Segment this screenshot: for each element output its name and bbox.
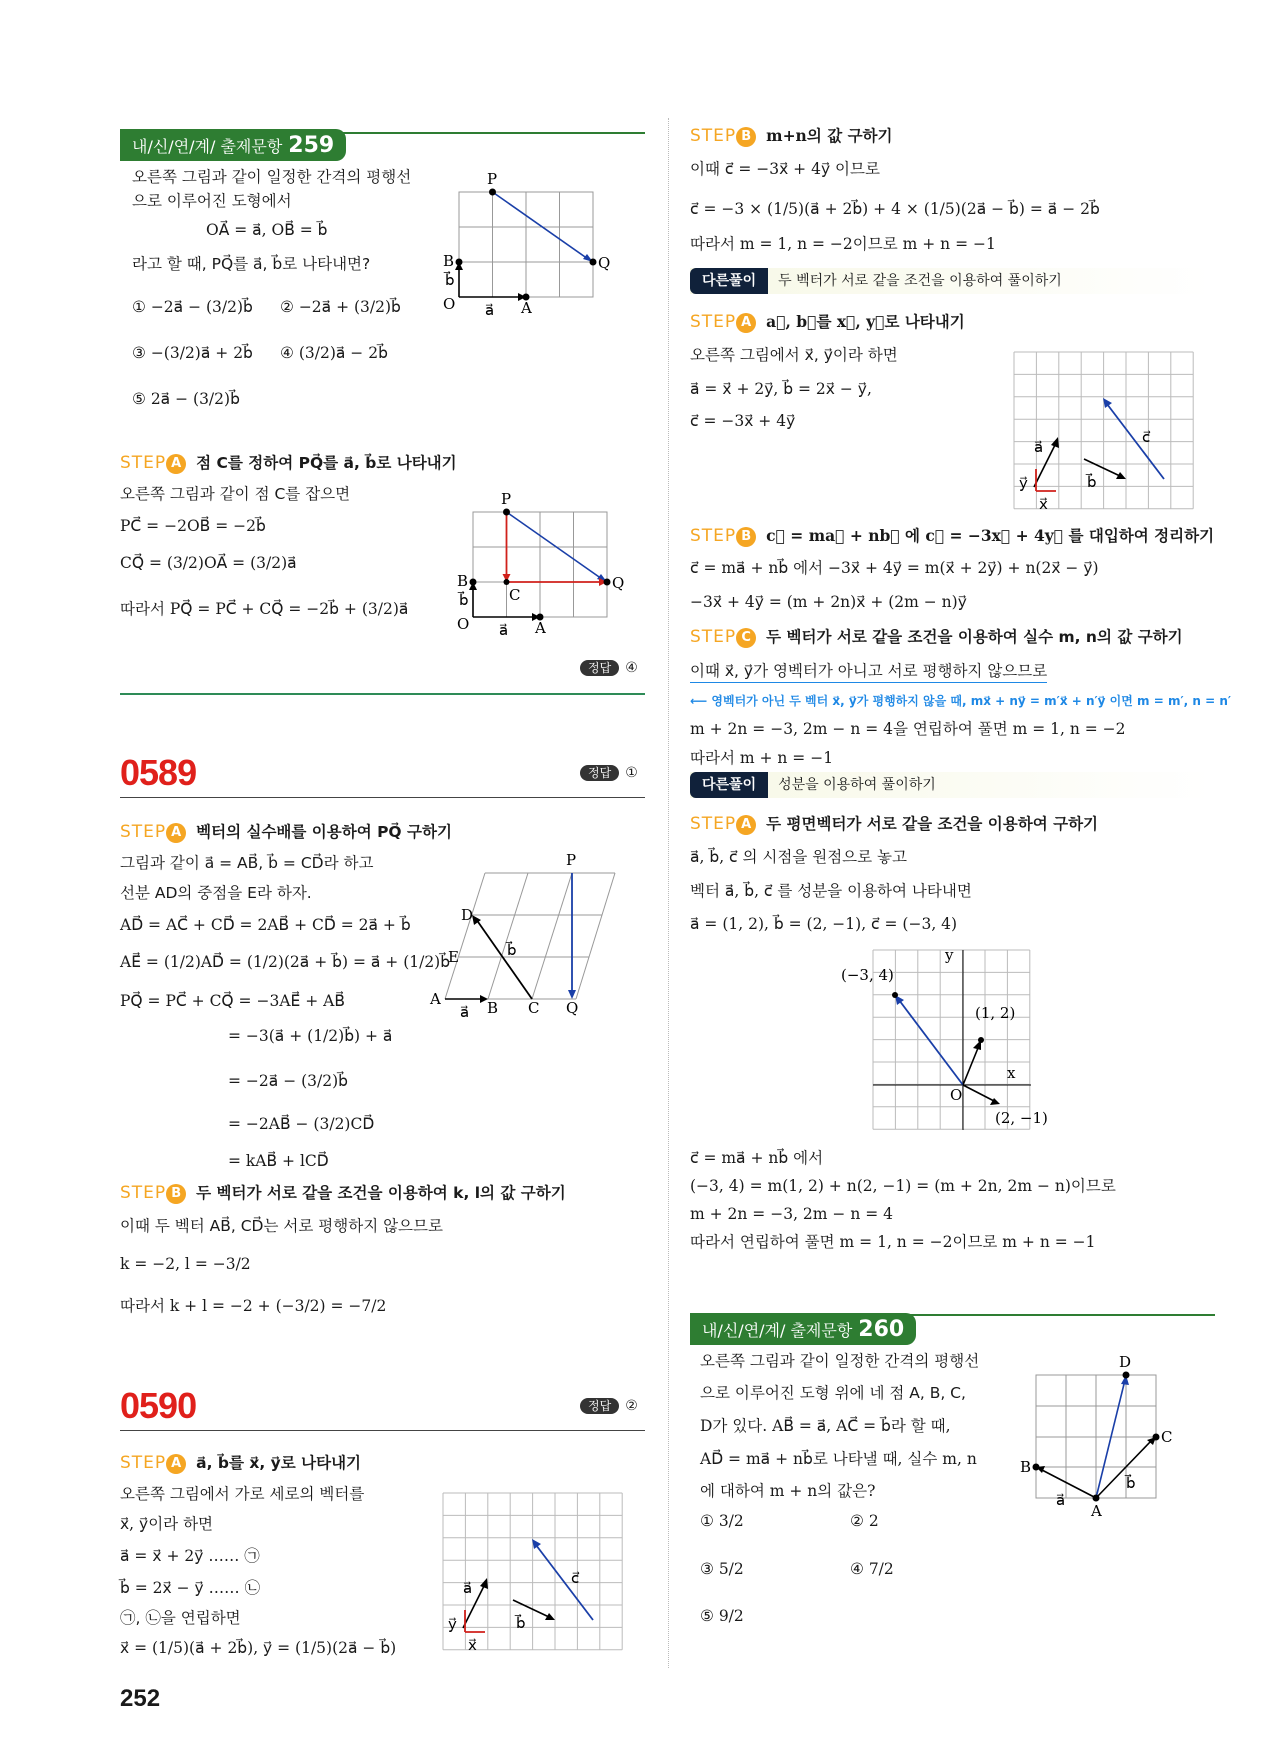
- answer-badge: 정답 ②: [580, 1397, 638, 1414]
- solution-line: m + 2n = −3, 2m − n = 4을 연립하여 풀면 m = 1, n = −2: [690, 720, 1126, 738]
- choice-4[interactable]: ④ 7/2: [850, 1560, 894, 1578]
- answer-badge: 정답 ④: [580, 659, 638, 676]
- solution-line: 이때 c⃗ = −3x⃗ + 4y⃗ 이므로: [690, 160, 880, 178]
- problem-text: 으로 이루어진 도형 위에 네 점 A, B, C,: [700, 1384, 966, 1402]
- question-rule: [120, 1430, 645, 1431]
- label-a: A: [430, 990, 441, 1008]
- point-label: (1, 2): [975, 1004, 1016, 1022]
- problem-text: AD⃗ = ma⃗ + nb⃗로 나타낼 때, 실수 m, n: [700, 1450, 977, 1468]
- label-a: A: [1091, 1502, 1102, 1520]
- parallelogram-figure: [430, 851, 615, 1021]
- solution-line: 그림과 같이 a⃗ = AB⃗, b⃗ = CD⃗라 하고: [120, 854, 374, 872]
- problem-question: 라고 할 때, PQ⃗를 a⃗, b⃗로 나타내면?: [132, 255, 371, 273]
- choice-1[interactable]: ① 3/2: [700, 1512, 744, 1530]
- solution-line: = −2AB⃗ − (3/2)CD⃗: [228, 1115, 375, 1133]
- label-vec-b: b⃗: [1087, 473, 1097, 491]
- solution-line: = −3(a⃗ + (1/2)b⃗) + a⃗: [228, 1027, 393, 1045]
- box-label: 내/신/연/계/ 출제문항: [702, 1321, 853, 1340]
- choice-3[interactable]: ③ 5/2: [700, 1560, 744, 1578]
- solution-line: a⃗ = (1, 2), b⃗ = (2, −1), c⃗ = (−3, 4): [690, 915, 958, 933]
- solution-line: a⃗, b⃗, c⃗ 의 시점을 원점으로 놓고: [690, 848, 908, 866]
- step-a-heading: STEP A 벡터의 실수배를 이용하여 PQ⃗ 구하기: [120, 822, 452, 842]
- label-d: D: [1119, 1353, 1132, 1371]
- label-b: B: [443, 252, 455, 270]
- step-b-heading: STEP B c⃗ = ma⃗ + nb⃗ 에 c⃗ = −3x⃗ + 4y⃗ 를 대입하여 정리하기: [690, 526, 1215, 546]
- label-vec-x: x⃗: [1039, 495, 1048, 513]
- problem-text: 오른쪽 그림과 같이 일정한 간격의 평행선: [132, 168, 412, 186]
- solution-line: c⃗ = ma⃗ + nb⃗ 에서: [690, 1149, 824, 1167]
- label-p: P: [566, 851, 577, 869]
- solution-line: 오른쪽 그림에서 x⃗, y⃗이라 하면: [690, 346, 898, 364]
- solution-line: AD⃗ = AC⃗ + CD⃗ = 2AB⃗ + CD⃗ = 2a⃗ + b⃗: [120, 916, 411, 934]
- step-a-heading: STEP A a⃗, b⃗를 x⃗, y⃗로 나타내기: [120, 1453, 362, 1473]
- box-number: 259: [288, 133, 335, 158]
- label-c: C: [509, 586, 521, 604]
- choice-5[interactable]: ⑤ 2a⃗ − (3/2)b⃗: [132, 390, 240, 408]
- solution-line: = −2a⃗ − (3/2)b⃗: [228, 1072, 348, 1090]
- solution-line: c⃗ = −3x⃗ + 4y⃗: [690, 412, 796, 430]
- solution-line: 선분 AD의 중점을 E라 하자.: [120, 884, 312, 902]
- label-b: B: [487, 999, 499, 1017]
- choice-3[interactable]: ③ −(3/2)a⃗ + 2b⃗: [132, 344, 253, 362]
- label-p: P: [501, 490, 512, 508]
- label-vec-a: a⃗: [1034, 438, 1044, 456]
- solution-line: CQ⃗ = (3/2)OA⃗ = (3/2)a⃗: [120, 554, 297, 572]
- solution-line: b⃗ = 2x⃗ − y⃗ …… ㉡: [120, 1579, 261, 1597]
- solution-line: 따라서 PQ⃗ = PC⃗ + CQ⃗ = −2b⃗ + (3/2)a⃗: [120, 600, 409, 618]
- vector-pq: [493, 192, 589, 259]
- label-vec-b: b⃗: [445, 271, 455, 289]
- label-o: O: [443, 295, 456, 313]
- label-d: D: [461, 906, 474, 924]
- solution-line: PQ⃗ = PC⃗ + CQ⃗ = −3AE⃗ + AB⃗: [120, 992, 345, 1010]
- step-a-heading: STEP A a⃗, b⃗를 x⃗, y⃗로 나타내기: [690, 312, 965, 332]
- solution-line: a⃗ = x⃗ + 2y⃗, b⃗ = 2x⃗ − y⃗,: [690, 380, 872, 398]
- choice-5[interactable]: ⑤ 9/2: [700, 1607, 744, 1625]
- solution-line: x⃗, y⃗이라 하면: [120, 1515, 214, 1533]
- solution-line: 따라서 연립하여 풀면 m = 1, n = −2이므로 m + n = −1: [690, 1233, 1096, 1251]
- solution-line: −3x⃗ + 4y⃗ = (m + 2n)x⃗ + (2m − n)y⃗: [690, 593, 967, 611]
- label-e: E: [448, 948, 459, 966]
- step-b-heading: STEP B 두 벡터가 서로 같을 조건을 이용하여 k, l의 값 구하기: [120, 1183, 566, 1203]
- label-q: Q: [612, 574, 625, 592]
- solution-line: x⃗ = (1/5)(a⃗ + 2b⃗), y⃗ = (1/5)(2a⃗ − b⃗): [120, 1639, 397, 1657]
- grid-figure-0590[interactable]: [443, 1493, 623, 1653]
- point-label: (−3, 4): [841, 966, 894, 984]
- label-p: P: [487, 170, 498, 188]
- solution-line: 따라서 m + n = −1: [690, 749, 834, 767]
- label-a: A: [521, 299, 532, 317]
- problem-equation: OA⃗ = a⃗, OB⃗ = b⃗: [206, 221, 328, 239]
- solution-line: 오른쪽 그림과 같이 점 C를 잡으면: [120, 485, 351, 503]
- label-vec-c: c⃗: [571, 1569, 580, 1587]
- solution-line-underlined: 이때 x⃗, y⃗가 영벡터가 아니고 서로 평행하지 않으므로: [690, 660, 1047, 683]
- solution-line: m + 2n = −3, 2m − n = 4: [690, 1205, 894, 1223]
- column-divider: [668, 118, 669, 1668]
- question-number: 0590: [120, 1385, 197, 1426]
- side-note: ⟵ 영벡터가 아닌 두 벡터 x⃗, y⃗가 평행하지 않을 때, mx⃗ + ny⃗ = m′x⃗ + n′y⃗ 이면 m = m′, n = n′: [690, 694, 1232, 708]
- axis-y-label: y: [945, 946, 954, 964]
- label-vec-c: c⃗: [1142, 428, 1151, 446]
- box-259-header: [120, 129, 346, 161]
- choice-4[interactable]: ④ (3/2)a⃗ − 2b⃗: [280, 344, 388, 362]
- box-260-header: [690, 1313, 916, 1345]
- label-vec-b: b⃗: [516, 1614, 526, 1632]
- label-a: A: [535, 619, 546, 637]
- solution-line: c⃗ = −3 × (1/5)(a⃗ + 2b⃗) + 4 × (1/5)(2a⃗ − b⃗) = a⃗ − 2b⃗: [690, 200, 1100, 218]
- grid-figure-260: [1020, 1353, 1173, 1520]
- box-rule: [340, 132, 645, 134]
- question-number: 0589: [120, 752, 197, 793]
- solution-line: (−3, 4) = m(1, 2) + n(2, −1) = (m + 2n, 2m − n)이므로: [690, 1177, 1116, 1195]
- box-rule: [910, 1314, 1215, 1316]
- label-c: C: [528, 999, 540, 1017]
- solution-line: 오른쪽 그림에서 가로 세로의 벡터를: [120, 1485, 365, 1503]
- label-q: Q: [566, 999, 579, 1017]
- alt-solution-banner: 다른풀이 두 벡터가 서로 같을 조건을 이용하여 풀이하기: [690, 268, 1210, 294]
- origin-label: O: [950, 1086, 963, 1104]
- axis-x-label: x: [1007, 1064, 1016, 1082]
- box-label: 내/신/연/계/ 출제문항: [132, 137, 283, 156]
- step-b-heading: STEP B m+n의 값 구하기: [690, 126, 893, 146]
- solution-line: 벡터 a⃗, b⃗, c⃗ 를 성분을 이용하여 나타내면: [690, 882, 972, 900]
- label-vec-a: a⃗: [463, 1579, 473, 1597]
- problem-question: 에 대하여 m + n의 값은?: [700, 1482, 876, 1500]
- grid-figure-right: [1014, 352, 1194, 512]
- label-b: B: [457, 572, 469, 590]
- label-vec-a: a⃗: [485, 301, 495, 319]
- grid-figure-259-solution: [457, 490, 625, 639]
- solution-line: c⃗ = ma⃗ + nb⃗ 에서 −3x⃗ + 4y⃗ = m(x⃗ + 2y⃗) + n(2x⃗ − y⃗): [690, 559, 1099, 577]
- step-a-heading: STEP A 점 C를 정하여 PQ⃗를 a⃗, b⃗로 나타내기: [120, 453, 457, 473]
- problem-text: D가 있다. AB⃗ = a⃗, AC⃗ = b⃗라 할 때,: [700, 1417, 951, 1435]
- step-c-heading: STEP C 두 벡터가 서로 같을 조건을 이용하여 실수 m, n의 값 구하기: [690, 627, 1183, 647]
- solution-line: ㉠, ㉡을 연립하면: [120, 1609, 241, 1627]
- label-o: O: [457, 615, 470, 633]
- label-b: B: [1020, 1458, 1032, 1476]
- choice-2[interactable]: ② 2: [850, 1512, 879, 1530]
- problem-text: 으로 이루어진 도형에서: [132, 192, 292, 210]
- label-vec-a: a⃗: [1056, 1491, 1066, 1509]
- label-q: Q: [598, 254, 611, 272]
- solution-line: 따라서 k + l = −2 + (−3/2) = −7/2: [120, 1297, 387, 1315]
- label-vec-b: b⃗: [1126, 1474, 1136, 1492]
- label-vec-x: x⃗: [468, 1636, 477, 1654]
- solution-line: AE⃗ = (1/2)AD⃗ = (1/2)(2a⃗ + b⃗) = a⃗ + (1/2)b⃗: [120, 953, 451, 971]
- choice-1[interactable]: ① −2a⃗ − (3/2)b⃗: [132, 298, 253, 316]
- box-number: 260: [858, 1317, 905, 1342]
- page-number: 252: [120, 1685, 161, 1712]
- label-vec-y: y⃗: [1019, 474, 1028, 492]
- label-vec-b: b⃗: [507, 941, 517, 959]
- solution-line: a⃗ = x⃗ + 2y⃗ …… ㉠: [120, 1547, 260, 1565]
- answer-badge: 정답 ①: [580, 764, 638, 781]
- choice-2[interactable]: ② −2a⃗ + (3/2)b⃗: [280, 298, 401, 316]
- label-c: C: [1161, 1428, 1173, 1446]
- label-vec-a: a⃗: [499, 621, 509, 639]
- label-vec-y: y⃗: [448, 1615, 457, 1633]
- step-a-heading: STEP A 두 평면벡터가 서로 같을 조건을 이용하여 구하기: [690, 814, 1099, 834]
- solution-line: 이때 두 벡터 AB⃗, CD⃗는 서로 평행하지 않으므로: [120, 1217, 443, 1235]
- problem-text: 오른쪽 그림과 같이 일정한 간격의 평행선: [700, 1352, 980, 1370]
- label-vec-a: a⃗: [460, 1003, 470, 1021]
- solution-line: 따라서 m = 1, n = −2이므로 m + n = −1: [690, 235, 996, 253]
- alt-solution-banner: 다른풀이 성분을 이용하여 풀이하기: [690, 772, 1210, 798]
- point-label: (2, −1): [995, 1109, 1048, 1127]
- question-rule: [120, 797, 645, 798]
- solution-line: = kAB⃗ + lCD⃗: [228, 1152, 329, 1170]
- label-vec-b: b⃗: [459, 591, 469, 609]
- section-separator: [120, 693, 645, 695]
- solution-line: PC⃗ = −2OB⃗ = −2b⃗: [120, 517, 266, 535]
- grid-figure-259: [443, 170, 611, 319]
- solution-line: k = −2, l = −3/2: [120, 1255, 251, 1273]
- coordinate-graph: [841, 946, 1048, 1130]
